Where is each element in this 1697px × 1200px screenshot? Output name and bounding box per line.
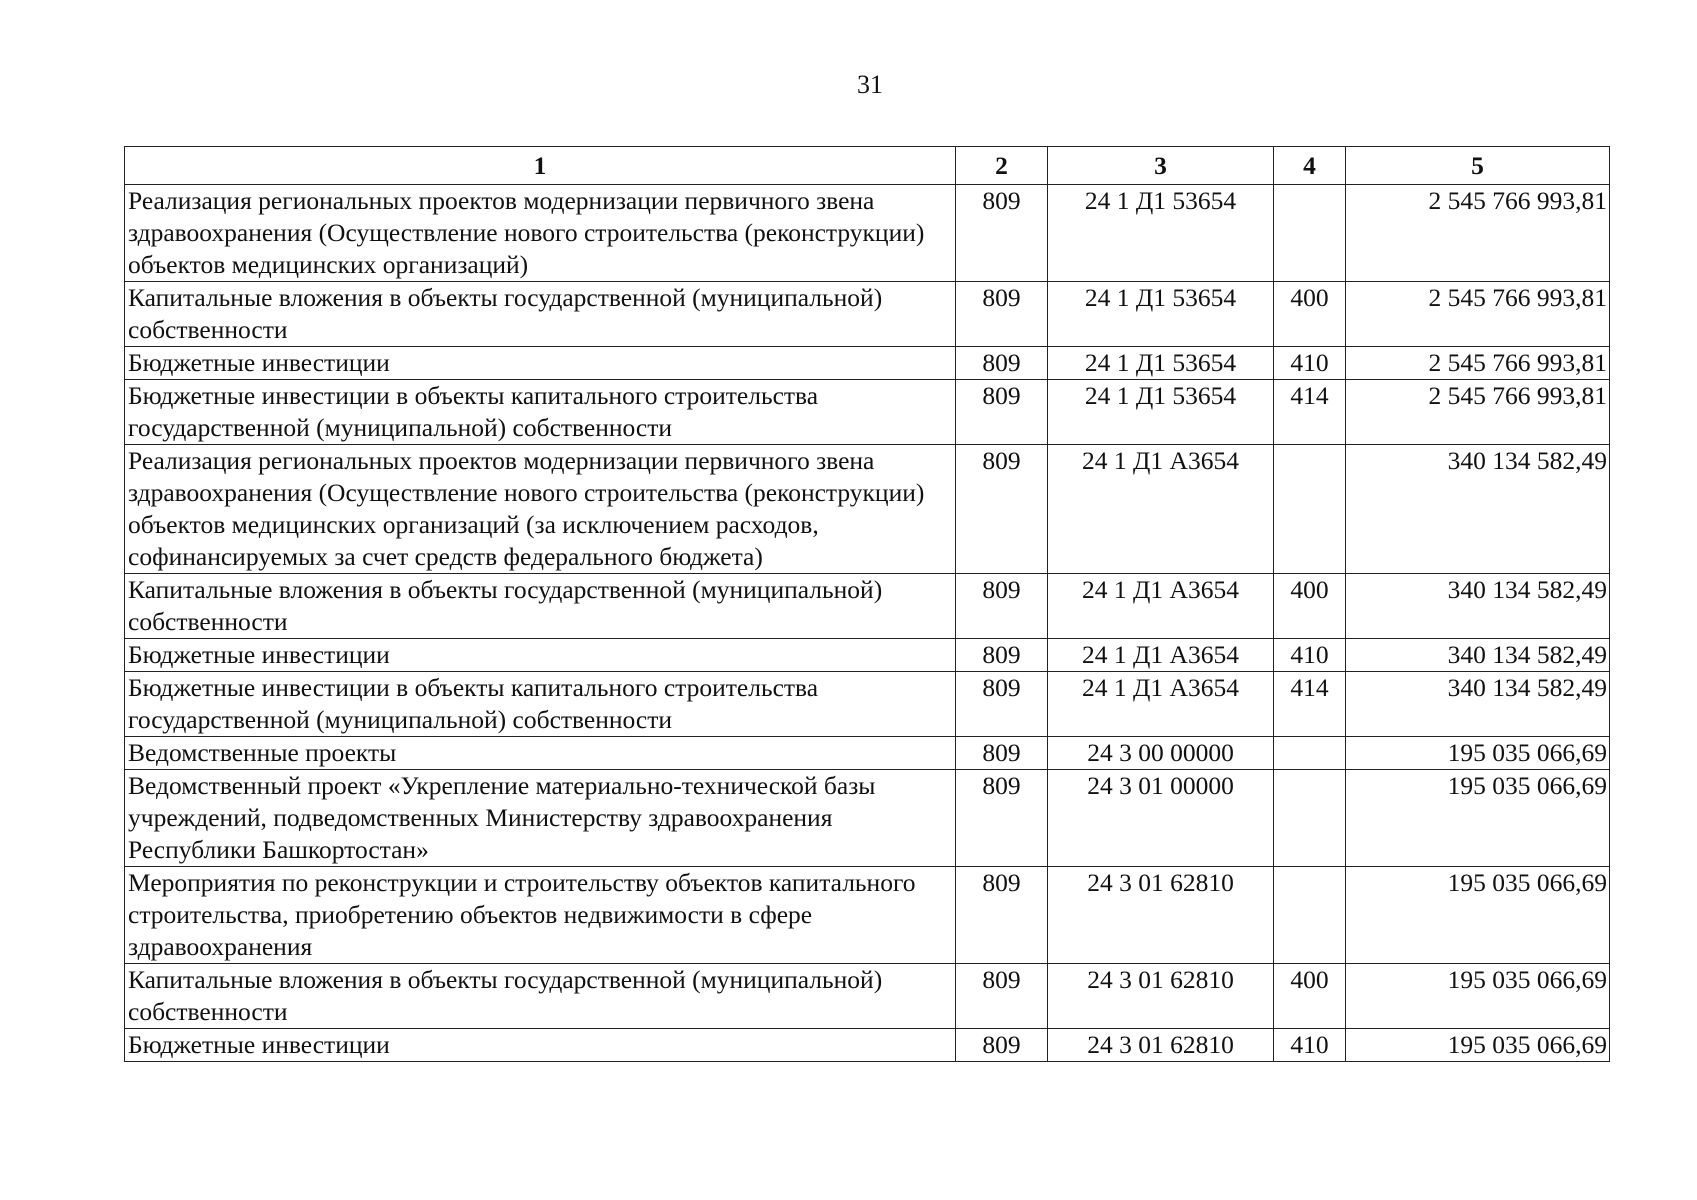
row-expense-type [1274,770,1346,867]
row-target-article: 24 1 Д1 53654 [1048,185,1274,282]
row-target-article: 24 1 Д1 А3654 [1048,672,1274,737]
row-name: Бюджетные инвестиции [125,639,956,672]
row-expense-type: 410 [1274,347,1346,380]
row-amount: 2 545 766 993,81 [1346,185,1610,282]
row-amount: 340 134 582,49 [1346,639,1610,672]
row-ministry-code: 809 [956,964,1048,1029]
row-amount: 340 134 582,49 [1346,574,1610,639]
row-expense-type [1274,737,1346,770]
row-ministry-code: 809 [956,574,1048,639]
table-row [125,380,1610,445]
row-expense-type: 400 [1274,282,1346,347]
column-header-amount: 5 [1346,147,1610,185]
row-name: Ведомственный проект «Укрепление материально-технической базы учреждений, подведомственных Министерству здравоохранения Республики Башкортостан» [125,770,956,867]
row-target-article: 24 3 01 00000 [1048,770,1274,867]
table-row [125,964,1610,1029]
column-header-target-article: 3 [1048,147,1274,185]
row-name: Реализация региональных проектов модернизации первичного звена здравоохранения (Осуществление нового строительства (реконструкции) объектов медицинских организаций (за исключением расходов, софинансируемых за счет средств федерального бюджета) [125,445,956,574]
row-expense-type: 400 [1274,964,1346,1029]
row-ministry-code: 809 [956,380,1048,445]
row-amount: 195 035 066,69 [1346,770,1610,867]
row-ministry-code: 809 [956,347,1048,380]
row-name: Бюджетные инвестиции [125,347,956,380]
row-name: Капитальные вложения в объекты государственной (муниципальной) собственности [125,964,956,1029]
row-name: Бюджетные инвестиции [125,1029,956,1062]
table-row [125,282,1610,347]
page-number: 31 [857,70,883,99]
row-target-article: 24 1 Д1 А3654 [1048,445,1274,574]
column-header-ministry: 2 [956,147,1048,185]
row-amount: 195 035 066,69 [1346,867,1610,964]
row-amount: 195 035 066,69 [1346,964,1610,1029]
row-name: Капитальные вложения в объекты государственной (муниципальной) собственности [125,574,956,639]
row-expense-type: 410 [1274,1029,1346,1062]
table-row [125,867,1610,964]
row-amount: 340 134 582,49 [1346,672,1610,737]
row-expense-type [1274,445,1346,574]
row-ministry-code: 809 [956,867,1048,964]
row-expense-type [1274,867,1346,964]
row-target-article: 24 1 Д1 53654 [1048,347,1274,380]
row-name: Бюджетные инвестиции в объекты капитального строительства государственной (муниципальной) собственности [125,380,956,445]
row-expense-type: 400 [1274,574,1346,639]
row-target-article: 24 3 01 62810 [1048,964,1274,1029]
table-row [125,1029,1610,1062]
table-row [125,770,1610,867]
row-name: Ведомственные проекты [125,737,956,770]
row-name: Мероприятия по реконструкции и строительству объектов капитального строительства, приобретению объектов недвижимости в сфере здравоохранения [125,867,956,964]
row-expense-type: 414 [1274,672,1346,737]
row-ministry-code: 809 [956,770,1048,867]
column-header-expense-type: 4 [1274,147,1346,185]
row-amount: 2 545 766 993,81 [1346,282,1610,347]
row-target-article: 24 3 01 62810 [1048,1029,1274,1062]
row-amount: 2 545 766 993,81 [1346,347,1610,380]
row-target-article: 24 3 00 00000 [1048,737,1274,770]
row-target-article: 24 1 Д1 А3654 [1048,639,1274,672]
table-row [125,574,1610,639]
row-ministry-code: 809 [956,737,1048,770]
row-expense-type: 410 [1274,639,1346,672]
row-amount: 195 035 066,69 [1346,737,1610,770]
row-name: Реализация региональных проектов модернизации первичного звена здравоохранения (Осуществление нового строительства (реконструкции) объектов медицинских организаций) [125,185,956,282]
row-name: Бюджетные инвестиции в объекты капитального строительства государственной (муниципальной) собственности [125,672,956,737]
row-expense-type: 414 [1274,380,1346,445]
row-amount: 2 545 766 993,81 [1346,380,1610,445]
table-row [125,347,1610,380]
table-header-row [125,147,1610,185]
row-ministry-code: 809 [956,639,1048,672]
table-row [125,672,1610,737]
column-header-name: 1 [125,147,956,185]
row-ministry-code: 809 [956,1029,1048,1062]
row-amount: 195 035 066,69 [1346,1029,1610,1062]
row-target-article: 24 1 Д1 53654 [1048,380,1274,445]
table-row [125,737,1610,770]
row-target-article: 24 1 Д1 А3654 [1048,574,1274,639]
row-target-article: 24 1 Д1 53654 [1048,282,1274,347]
row-amount: 340 134 582,49 [1346,445,1610,574]
table-body [125,185,1610,1062]
table-row [125,445,1610,574]
row-name: Капитальные вложения в объекты государственной (муниципальной) собственности [125,282,956,347]
table-row [125,185,1610,282]
table-row [125,639,1610,672]
row-ministry-code: 809 [956,445,1048,574]
row-expense-type [1274,185,1346,282]
budget-table [124,146,1610,1062]
row-ministry-code: 809 [956,672,1048,737]
row-target-article: 24 3 01 62810 [1048,867,1274,964]
row-ministry-code: 809 [956,185,1048,282]
row-ministry-code: 809 [956,282,1048,347]
